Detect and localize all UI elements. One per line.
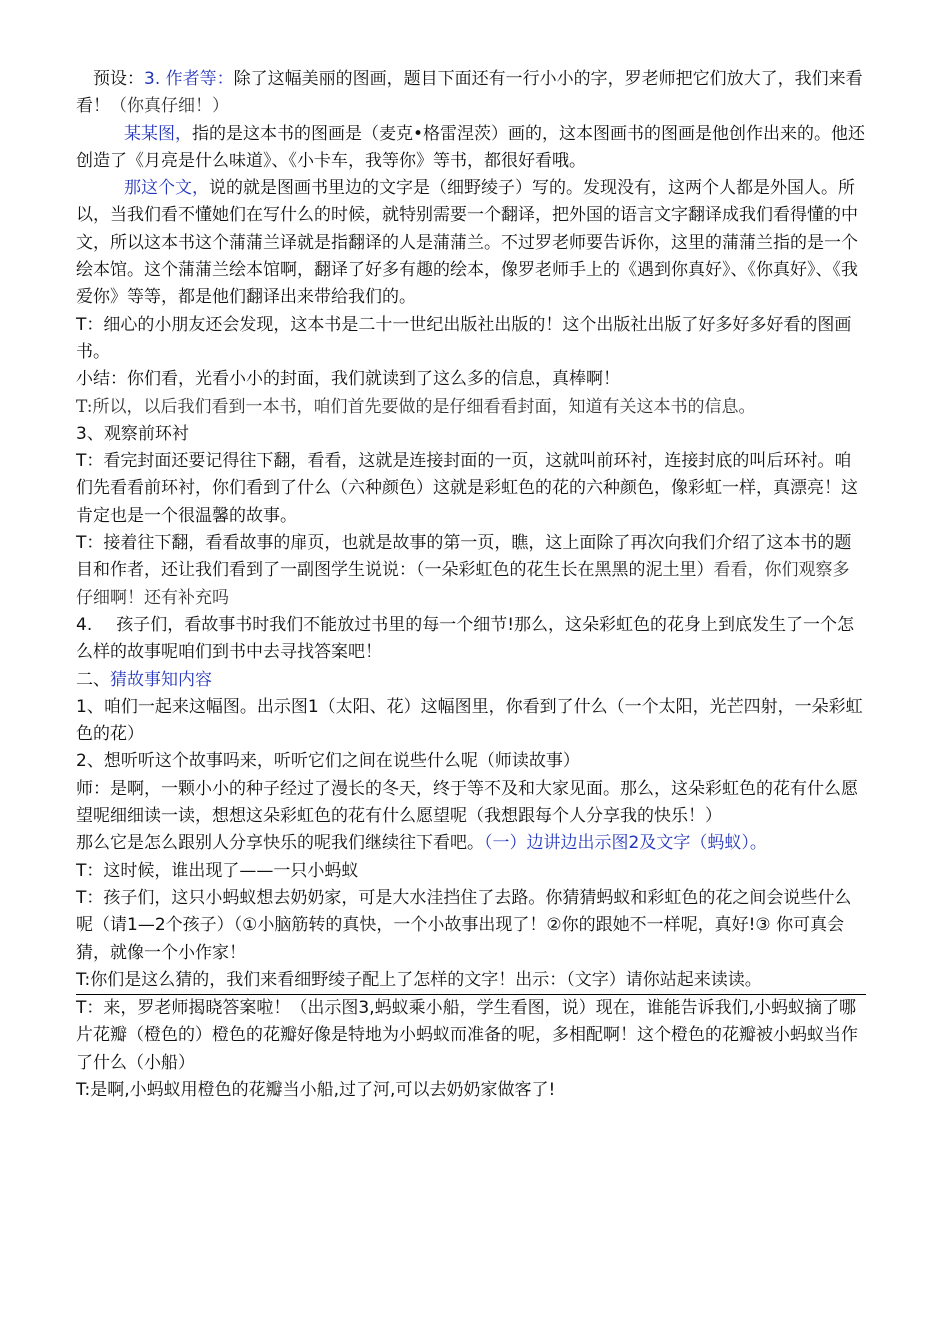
share-step: （一）边讲边出示图2及文字（蚂蚁）。 xyxy=(484,833,767,854)
paragraph-preset xyxy=(76,66,866,121)
author-text: 说的就是图画书里边的文字是（细野绫子）写的。发现没有，这两个人都是外国人。所以，当我们看不懂她们在写什么的时候，就特别需要一个翻译，把外国的语言文字翻译成我们看得懂的中文，所以这本书这个蒲蒲兰译就是指翻译的人是蒲蒲兰。不过罗老师要告诉你，这里的蒲蒲兰指的是一个绘本馆。这个蒲蒲兰绘本馆啊，翻译了好多有趣的绘本，像罗老师手上的《遇到你真好》、《你真好》、《我爱你》等等，都是他们翻译出来带给我们的。 xyxy=(76,178,858,308)
paragraph-step-1: 1、咱们一起来这幅图。出示图1（太阳、花）这幅图里，你看到了什么（一个太阳，光芒四射，一朵彩虹色的花） xyxy=(76,696,863,745)
preset-praise: （你真仔细！） xyxy=(110,96,229,117)
item-4-number: 4. xyxy=(76,614,93,635)
heading-section-2 xyxy=(76,667,866,694)
share-text: 那么它是怎么跟别人分享快乐的呢我们继续往下看吧。 xyxy=(76,833,484,854)
document-body xyxy=(76,66,866,1104)
section-2-title: 猜故事知内容 xyxy=(110,669,212,690)
paragraph-share xyxy=(76,830,866,857)
paragraph-cover-tip: T:所以，以后我们看到一本书，咱们首先要做的是仔细看看封面，知道有关这本书的信息。 xyxy=(76,396,756,417)
paragraph-read-text: T:你们是这么猜的，我们来看细野绫子配上了怎样的文字！出示：（文字）请你站起来读读。 xyxy=(76,967,866,995)
illustrator-lead: 某某图， xyxy=(124,123,192,144)
preset-label: 预设： xyxy=(93,69,144,89)
illustrator-text: 指的是这本书的图画是（麦克•格雷涅茨）画的，这本图画书的图画是他创作出来的。他还创造了《月亮是什么味道》、《小卡车，我等你》等书，都很好看哦。 xyxy=(76,123,866,171)
paragraph-item-4 xyxy=(76,612,866,667)
paragraph-boat: T:是啊,小蚂蚁用橙色的花瓣当小船,过了河,可以去奶奶家做客了! xyxy=(76,1079,556,1100)
paragraph-teacher: 师：是啊，一颗小小的种子经过了漫长的冬天，终于等不及和大家见面。那么，这朵彩虹色的花有什么愿望呢细细读一读，想想这朵彩虹色的花有什么愿望呢（我想跟每个人分享我的快乐！） xyxy=(76,778,858,827)
title-page-text: T：接着往下翻，看看故事的扉页，也就是故事的第一页，瞧，这上面除了再次向我们介绍了这本书的题目和作者，还让我们看到了一副图学生说说：（一朵彩虹色的花生长在黑黑的泥土里） xyxy=(76,533,852,581)
author-lead: 那这个文， xyxy=(124,178,209,199)
paragraph-ant-appears: T：这时候，谁出现了——一只小蚂蚁 xyxy=(76,860,359,881)
paragraph-title-page xyxy=(76,530,866,612)
paragraph-summary: 小结：你们看，光看小小的封面，我们就读到了这么多的信息，真棒啊！ xyxy=(76,369,620,390)
preset-text: 除了这幅美丽的图画，题目下面还有一行小小的字，罗老师把它们放大了，我们来看看！ xyxy=(76,69,863,117)
heading-endpaper: 3、观察前环衬 xyxy=(76,423,189,444)
item-4-text: 孩子们，看故事书时我们不能放过书里的每一个细节!那么，这朵彩虹色的花身上到底发生了一个怎么样的故事呢咱们到书中去寻找答案吧！ xyxy=(76,614,855,663)
paragraph-step-2: 2、想听听这个故事吗来，听听它们之间在说些什么呢（师读故事） xyxy=(76,751,580,772)
paragraph-author xyxy=(76,175,866,311)
paragraph-illustrator xyxy=(76,121,866,176)
paragraph-publisher: T：细心的小朋友还会发现，这本书是二十一世纪出版社出版的！这个出版社出版了好多好多好看的图画书。 xyxy=(76,314,852,362)
paragraph-endpaper: T：看完封面还要记得往下翻，看看，这就是连接封面的一页，这就叫前环衬，连接封底的叫后环衬。咱们先看看前环衬，你们看到了什么（六种颜色）这就是彩虹色的花的六种颜色，像彩虹一样，真漂亮！这肯定也是一个很温馨的故事。 xyxy=(76,451,858,526)
preset-heading: 3. 作者等： xyxy=(144,69,234,89)
paragraph-answer: T：来，罗老师揭晓答案啦！（出示图3,蚂蚁乘小船，学生看图，说）现在，谁能告诉我们,小蚂蚁摘了哪片花瓣（橙色的）橙色的花瓣好像是特地为小蚂蚁而准备的呢，多相配啊！这个橙色的花瓣被小蚂蚁当作了什么（小船） xyxy=(76,998,858,1073)
section-2-number: 二、 xyxy=(76,669,110,690)
title-page-praise: 看看，你们观察多仔细啊！还有补充吗 xyxy=(76,560,850,608)
paragraph-ant-guess: T：孩子们，这只小蚂蚁想去奶奶家，可是大水洼挡住了去路。你猜猜蚂蚁和彩虹色的花之间会说些什么呢（请1—2个孩子）（①小脑筋转的真快，一个小故事出现了！②你的跟她不一样呢，真好!③ 你可真会猜，就像一个小作家！ xyxy=(76,887,852,963)
